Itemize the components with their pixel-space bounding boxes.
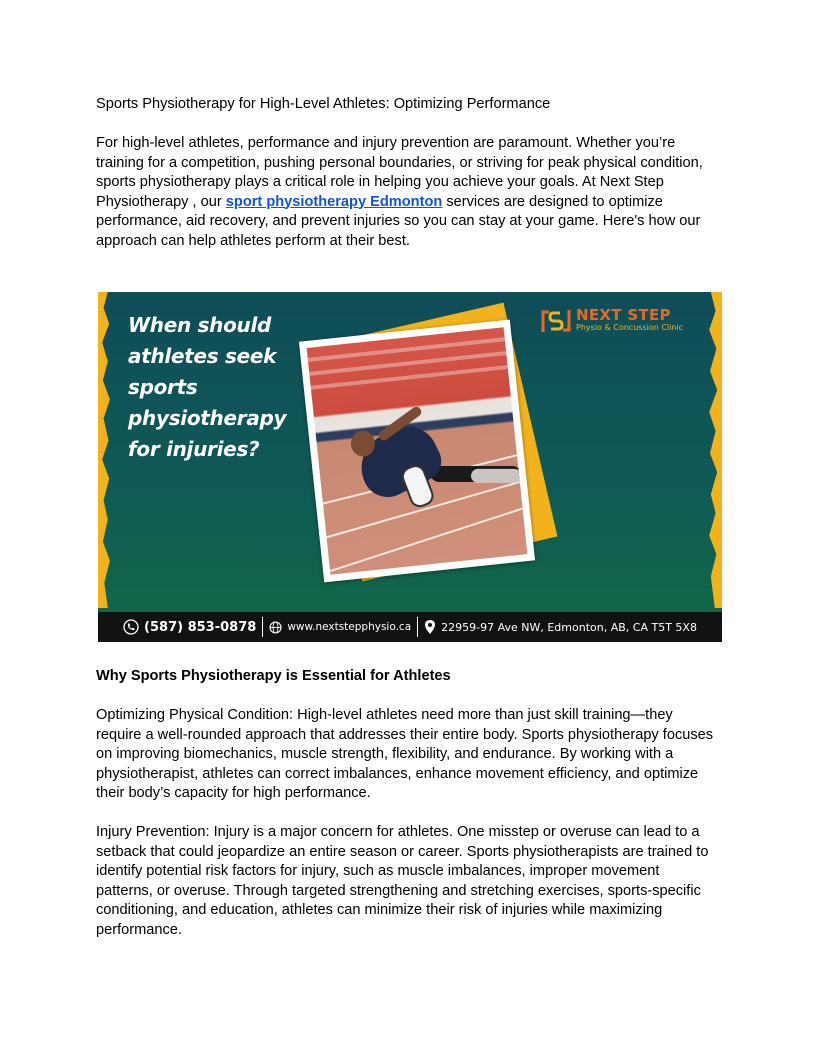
logo-name: NEXT STEP — [576, 306, 671, 324]
document-section — [96, 667, 720, 940]
contact-website — [269, 621, 411, 634]
document-body — [96, 95, 720, 251]
logo-subtitle: Physio & Concussion Clinic — [576, 323, 684, 332]
headline-line: physiotherapy — [128, 406, 287, 430]
sport-physiotherapy-link[interactable]: sport physiotherapy Edmonton — [225, 193, 443, 210]
contact-separator — [262, 617, 263, 637]
next-step-logo — [541, 308, 711, 338]
globe-icon — [269, 621, 282, 634]
athlete-photo — [299, 320, 535, 583]
headline-line: When should — [128, 313, 272, 337]
headline-line: sports — [128, 375, 198, 399]
contact-address — [424, 619, 697, 635]
athlete-calf — [471, 469, 521, 483]
headline-line: for injuries? — [128, 437, 260, 461]
intro-paragraph — [96, 134, 720, 251]
banner-contact-bar — [98, 612, 722, 642]
promo-banner-image — [98, 292, 722, 642]
contact-address-text: 22959-97 Ave NW, Edmonton, AB, CA T5T 5X8 — [441, 620, 697, 634]
paragraph-injury-prevention: Injury Prevention: Injury is a major concern for athletes. One misstep or overuse can lead to a setback that could jeopardize an entire season or career. Sports physiotherapists are trained to identify potential risk factors for injury, such as muscle imbalances, improper movement patterns, or overuse. Through targeted strengthening and stretching exercises, sports-specific conditioning, and education, athletes can minimize their risk of injuries while maximizing performance. — [96, 824, 709, 938]
contact-separator — [417, 617, 418, 637]
athlete-photo-image — [307, 327, 528, 574]
contact-phone — [123, 619, 256, 635]
banner-torn-edge-left — [98, 292, 112, 608]
intro-text-2: services are designed to optimize performance, aid recovery, and prevent injuries so you can stay at your game. Here's how our approach can help athletes perform at their best. — [96, 193, 701, 249]
paragraph-physical-condition: Optimizing Physical Condition: High-level athletes need more than just skill training—they require a well-rounded approach that addresses their entire body. Sports physiotherapy focuses on improving biomechanics, muscle strength, flexibility, and endurance. By working with a physiotherapist, athletes can correct imbalances, enhance movement efficiency, and optimize their body’s capacity for high performance. — [96, 707, 714, 801]
next-step-logo-icon — [541, 308, 571, 334]
banner-torn-edge-right — [706, 292, 722, 608]
location-pin-icon — [424, 619, 436, 635]
headline-line: athletes seek — [128, 344, 277, 368]
contact-phone-text: (587) 853-0878 — [144, 619, 257, 635]
banner-headline — [128, 310, 308, 465]
intro-text-1: For high-level athletes, performance and injury prevention are paramount. Whether you’re training for a competition, pushing personal boundaries, or striving for peak physical condition, sports physiotherapy plays a critical role in helping you achieve your goals. At Next Step Physiotherapy , our — [96, 135, 703, 210]
section-heading: Why Sports Physiotherapy is Essential for Athletes — [96, 668, 451, 684]
phone-icon — [123, 619, 139, 635]
document-title: Sports Physiotherapy for High-Level Athletes: Optimizing Performance — [96, 96, 551, 112]
contact-website-text: www.nextstepphysio.ca — [287, 621, 412, 633]
